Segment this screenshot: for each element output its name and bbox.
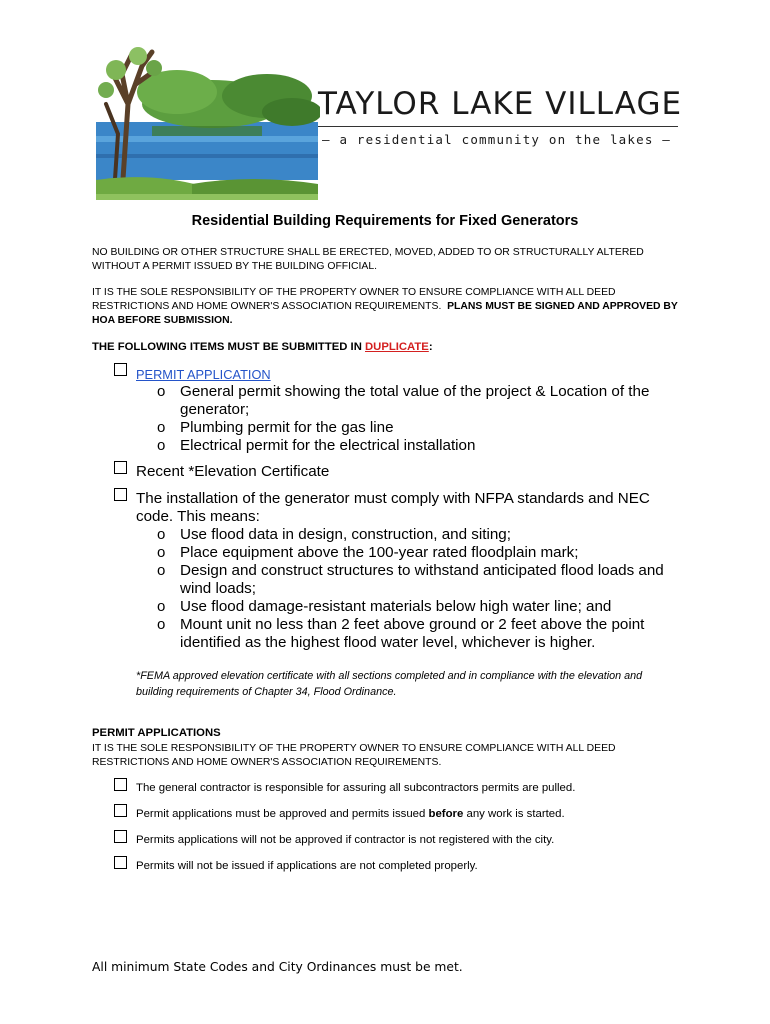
nfpa-bullet-5: Mount unit no less than 2 feet above ground or 2 feet above the point [180, 616, 645, 633]
document-title: Residential Building Requirements for Fixed Generators [191, 213, 579, 229]
logo-trees-lake [92, 44, 320, 200]
elevation-certificate-label: Recent *Elevation Certificate [136, 463, 330, 480]
checkbox-contractor-responsible[interactable] [114, 778, 127, 791]
checkbox-approval-before-work[interactable] [114, 804, 127, 817]
permit-bullet-1-cont: generator; [180, 401, 250, 418]
nfpa-text-line-2: code. This means: [136, 508, 260, 525]
submit-heading-prefix: THE FOLLOWING ITEMS MUST BE SUBMITTED IN [92, 341, 365, 353]
footer-note: All minimum State Codes and City Ordinances must be met. [92, 960, 463, 974]
contractor-responsible-label: The general contractor is responsible for assuring all subcontractors permits are pulled. [136, 782, 576, 794]
logo-tagline: — a residential community on the lakes — [322, 132, 672, 147]
checkbox-contractor-registered[interactable] [114, 830, 127, 843]
permit-applications-heading: PERMIT APPLICATIONS [92, 727, 221, 739]
approval-before-work-post: any work is started. [463, 808, 565, 820]
logo-brand-name: TAYLOR LAKE VILLAGE [318, 86, 683, 122]
bullet-glyph: o [157, 616, 166, 633]
bullet-glyph: o [157, 437, 166, 454]
bullet-glyph: o [157, 383, 166, 400]
nfpa-bullet-1: Use flood data in design, construction, and siting; [180, 526, 511, 543]
bullet-glyph: o [157, 526, 166, 543]
submit-heading [92, 341, 433, 353]
nfpa-bullet-4: Use flood damage-resistant materials below high water line; and [180, 598, 612, 615]
permit-bullet-2: Plumbing permit for the gas line [180, 419, 394, 436]
intro-paragraph-2 [92, 286, 692, 328]
logo-rule [318, 126, 678, 127]
nfpa-bullet-3: Design and construct structures to withstand anticipated flood loads and [180, 562, 664, 579]
checkbox-nfpa-compliance[interactable] [114, 488, 127, 501]
intro-paragraph-2-bold: PLANS MUST BE SIGNED AND APPROVED BY HOA BEFORE SUBMISSION. [92, 301, 678, 326]
submit-heading-suffix: : [428, 341, 433, 353]
applications-complete-label: Permits will not be issued if applications are not completed properly. [136, 860, 478, 872]
checkbox-permit-application[interactable] [114, 363, 127, 376]
approval-before-work-label [136, 808, 565, 820]
checkbox-elevation-certificate[interactable] [114, 461, 127, 474]
approval-before-work-bold: before [428, 808, 464, 820]
bullet-glyph: o [157, 562, 166, 579]
bullet-glyph: o [157, 544, 166, 561]
nfpa-bullet-5-cont: identified as the highest flood water level, whichever is higher. [180, 634, 596, 651]
checkbox-applications-complete[interactable] [114, 856, 127, 869]
bullet-glyph: o [157, 419, 166, 436]
intro-paragraph-2-text: IT IS THE SOLE RESPONSIBILITY OF THE PROPERTY OWNER TO ENSURE COMPLIANCE WITH ALL DEED RESTRICTIONS AND HOME OWNER'S ASSOCIATION REQUIREMENTS. [92, 287, 616, 312]
contractor-registered-label: Permits applications will not be approved if contractor is not registered with the city. [136, 834, 555, 846]
permit-bullet-1: General permit showing the total value of the project & Location of the [180, 383, 650, 400]
bullet-glyph: o [157, 598, 166, 615]
nfpa-bullet-3-cont: wind loads; [180, 580, 256, 597]
fema-note: *FEMA approved elevation certificate with all sections completed and in compliance with the elevation and building requirements of Chapter 34, Flood Ordinance. [136, 670, 643, 698]
permit-application-link[interactable]: PERMIT APPLICATION [136, 367, 271, 382]
approval-before-work-pre: Permit applications must be approved and permits issued [136, 808, 429, 820]
permit-applications-text: IT IS THE SOLE RESPONSIBILITY OF THE PROPERTY OWNER TO ENSURE COMPLIANCE WITH ALL DEED RESTRICTIONS AND HOME OWNER'S ASSOCIATION REQUIREMENTS. [92, 743, 616, 768]
intro-paragraph-1: NO BUILDING OR OTHER STRUCTURE SHALL BE ERECTED, MOVED, ADDED TO OR STRUCTURALLY ALTERED WITHOUT A PERMIT ISSUED BY THE BUILDING OFFICIAL. [92, 247, 644, 272]
nfpa-bullet-2: Place equipment above the 100-year rated floodplain mark; [180, 544, 579, 561]
submit-heading-highlight: DUPLICATE [365, 341, 429, 353]
permit-bullet-3: Electrical permit for the electrical installation [180, 437, 476, 454]
nfpa-text-line-1: The installation of the generator must comply with NFPA standards and NEC [136, 490, 650, 507]
